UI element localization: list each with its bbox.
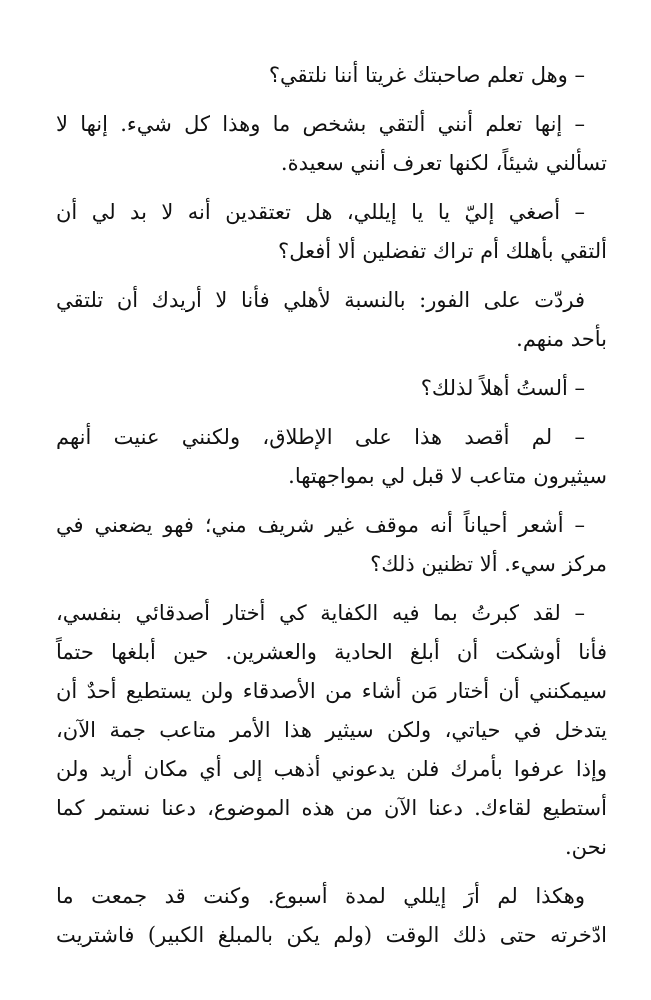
paragraph-narration xyxy=(56,281,607,359)
text-line: فردّت على الفور: بالنسبة لأهلي فأنا لا أريدك أن تلتقي xyxy=(56,288,585,312)
text-line: – أشعر أحياناً أنه موقف غير شريف مني؛ فهو يضعني في xyxy=(56,513,585,537)
text-line: مركز سيء. ألا تظنين ذلك؟ xyxy=(370,552,607,576)
text-line: – وهل تعلم صاحبتك غريتا أننا نلتقي؟ xyxy=(268,63,585,87)
text-line: يتدخل في حياتي، ولكن سيثير هذا الأمر متاعب جمة الآن، xyxy=(56,718,607,742)
text-line: – لم أقصد هذا على الإطلاق، ولكنني عنيت أنهم xyxy=(56,425,585,449)
text-line: – ألستُ أهلاً لذلك؟ xyxy=(420,376,585,400)
text-line: نحن. xyxy=(564,835,607,859)
text-line: وإذا عرفوا بأمرك فلن يدعوني أذهب إلى أي مكان أريد ولن xyxy=(56,757,607,781)
text-line: فأنا أوشكت أن أبلغ الحادية والعشرين. حين أبلغها حتماً xyxy=(56,640,607,664)
text-line: وهكذا لم أرَ إيللي لمدة أسبوع. وكنت قد جمعت ما xyxy=(56,884,585,908)
paragraph-dialogue xyxy=(56,193,607,271)
text-line: – أصغي إليّ يا يا إيللي، هل تعتقدين أنه لا بد لي أن xyxy=(56,200,585,224)
text-line: تسألني شيئاً، لكنها تعرف أنني سعيدة. xyxy=(280,151,607,175)
paragraph-dialogue xyxy=(56,418,607,496)
text-line: أستطيع لقاءك. دعنا الآن من هذه الموضوع، دعنا نستمر كما xyxy=(56,796,607,820)
text-line: – إنها تعلم أنني ألتقي بشخص ما وهذا كل شيء. إنها لا xyxy=(56,112,585,136)
text-line: سيمكنني أن أختار مَن أشاء من الأصدقاء ولن يستطيع أحدٌ أن xyxy=(56,679,607,703)
text-line: ألتقي بأهلك أم تراك تفضلين ألا أفعل؟ xyxy=(278,239,607,263)
paragraph-dialogue xyxy=(56,594,607,867)
paragraph-narration xyxy=(56,877,607,955)
text-line: – لقد كبرتُ بما فيه الكفاية كي أختار أصدقائي بنفسي، xyxy=(56,601,585,625)
text-line: ادّخرته حتى ذلك الوقت (ولم يكن بالمبلغ الكبير) فاشتريت xyxy=(56,923,607,947)
paragraph-dialogue xyxy=(56,506,607,584)
text-line: بأحد منهم. xyxy=(516,327,607,351)
text-line: سيثيرون متاعب لا قبل لي بمواجهتها. xyxy=(288,464,607,488)
paragraph-dialogue xyxy=(56,105,607,183)
paragraph-dialogue xyxy=(56,56,607,95)
paragraph-dialogue xyxy=(56,369,607,408)
